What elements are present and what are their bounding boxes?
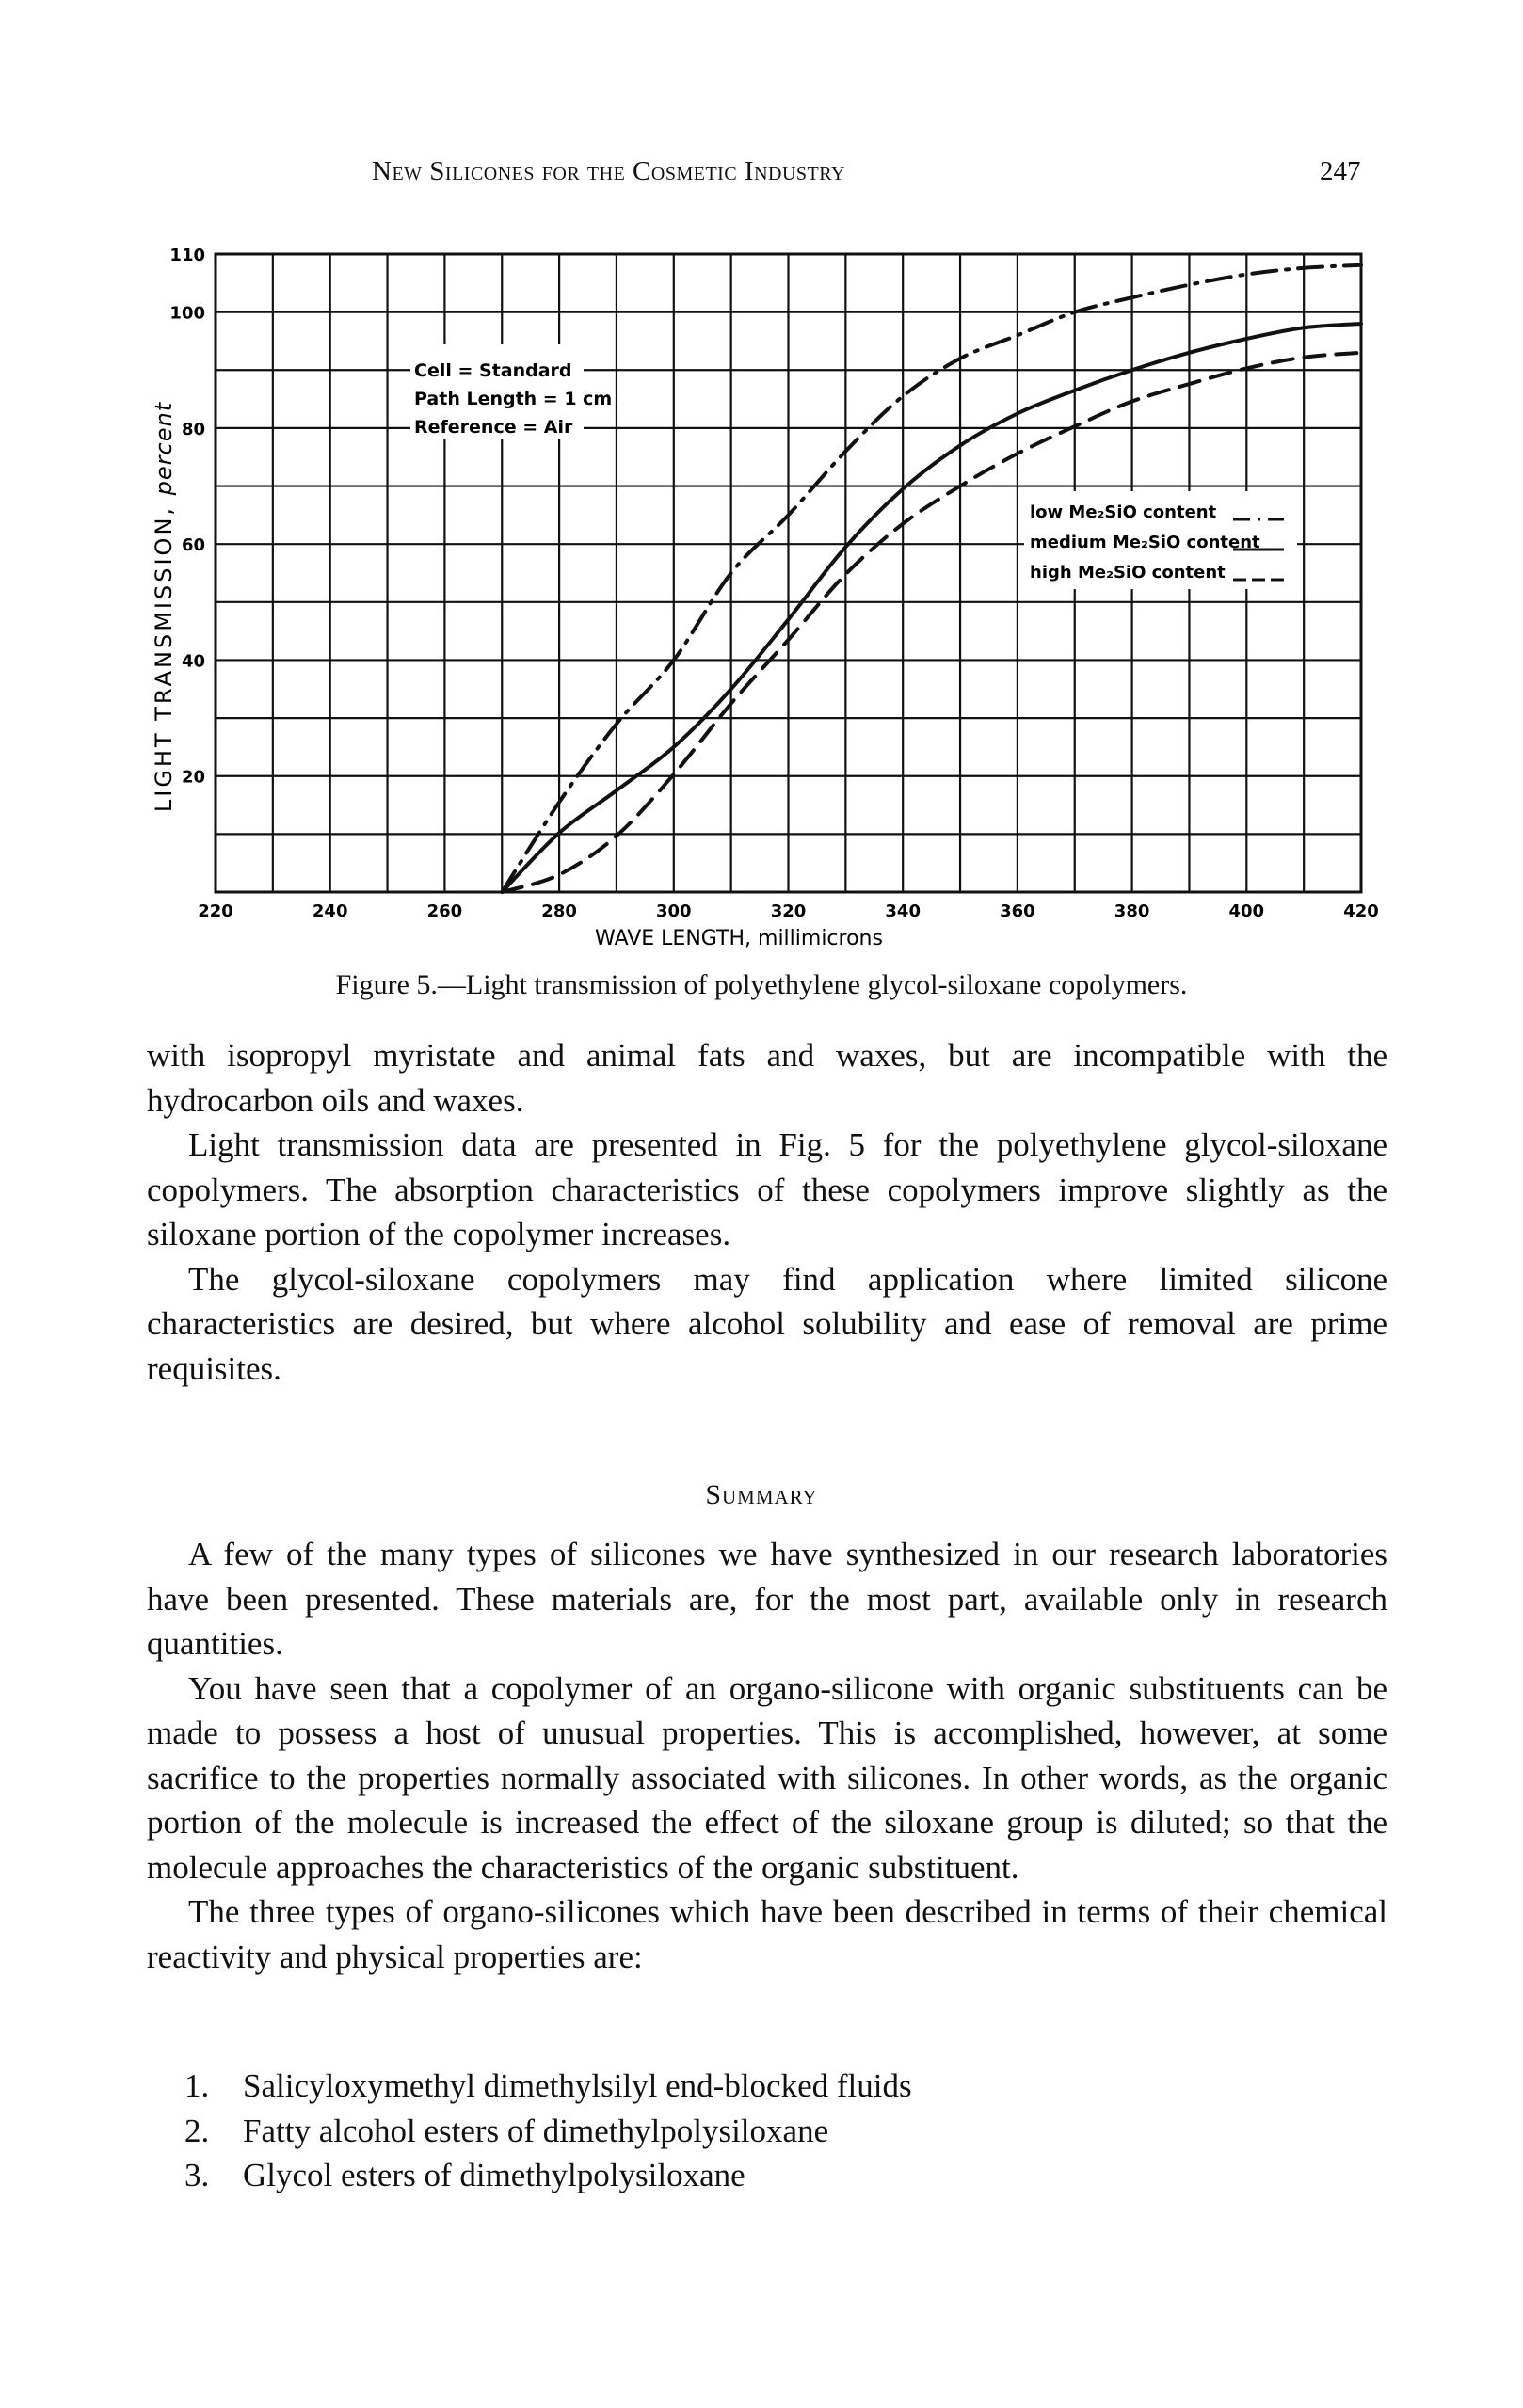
numbered-list [184,2064,912,2198]
y-tick-label: 100 [169,303,205,324]
page-number: 247 [1320,156,1361,186]
y-axis-label [151,401,177,812]
paragraph: A few of the many types of silicones we have synthesized in our research laboratories have been presented. These materials are, for the most part, available only in research quantities. [147,1536,1387,1662]
x-tick-label: 380 [1114,901,1150,921]
x-tick-label: 360 [1000,901,1035,921]
y-axis-label-unit: percent [151,401,177,496]
list-item [184,2064,912,2109]
transmission-chart [0,0,1523,960]
x-tick-label: 280 [541,901,577,921]
x-tick-label: 260 [426,901,463,921]
section-heading-summary: Summary [705,1479,818,1510]
y-axis-label-main: LIGHT TRANSMISSION, [151,495,177,813]
legend-label-low: low Me₂SiO content [1030,502,1217,522]
list-text: Glycol esters of dimethylpolysiloxane [243,2157,745,2193]
x-tick-label: 320 [770,901,807,921]
legend-label-high: high Me₂SiO content [1030,563,1226,582]
body-text-summary [147,1532,1387,1979]
list-text: Salicyloxymethyl dimethylsilyl end-blocked fluids [243,2067,912,2104]
list-number: 3. [184,2157,210,2193]
paragraph: The glycol-siloxane copolymers may find application where limited silicone characteristics are desired, but where alcohol solubility and ease of removal are prime requisites. [147,1260,1387,1387]
x-tick-label: 220 [198,901,233,921]
paragraph: You have seen that a copolymer of an organo-silicone with organic substituents can be made to possess a host of unusual properties. This is accomplished, however, at some sacrifice to the properties normally associated with silicones. In other words, as the organic portion of the molecule is increased the effect of the siloxane group is diluted; so that the molecule approaches the characteristics of the organic substituent. [147,1669,1387,1886]
paragraph: The three types of organo-silicones which have been described in terms of their chemical reactivity and physical properties are: [147,1893,1387,1975]
annotation-line-path-length: Path Length = 1 cm [414,389,613,409]
x-tick-label: 420 [1343,901,1379,921]
x-tick-label: 300 [656,901,692,921]
y-tick-label: 20 [181,767,205,788]
chart-legend [1024,491,1297,589]
x-tick-label: 340 [885,901,921,921]
paragraph: Light transmission data are presented in Fig. 5 for the polyethylene glycol-siloxane copolymers. The absorption characteristics of these copolymers improve slightly as the siloxane portion of the copolymer increases. [147,1126,1387,1252]
y-tick-label: 80 [181,419,205,439]
list-item [184,2153,912,2198]
list-text: Fatty alcohol esters of dimethylpolysiloxane [243,2112,829,2149]
series-line-high [502,353,1361,892]
list-item [184,2109,912,2154]
running-head: New Silicones for the Cosmetic Industry [372,156,845,186]
annotation-line-reference: Reference = Air [414,417,573,438]
x-axis-label: WAVE LENGTH, millimicrons [595,927,883,950]
paragraph: with isopropyl myristate and animal fats and waxes, but are incompatible with the hydrocarbon oils and waxes. [147,1037,1387,1119]
y-tick-label: 60 [181,535,205,556]
list-number: 2. [184,2112,210,2149]
list-number: 1. [184,2067,210,2104]
series-line-medium [502,324,1361,892]
annotation-line-cell: Cell = Standard [414,360,572,381]
body-text-before-summary [147,1033,1387,1391]
legend-label-medium: medium Me₂SiO content [1030,533,1260,552]
y-tick-label: 40 [181,651,205,672]
x-tick-label: 240 [312,901,348,921]
chart-annotation-box [410,344,612,439]
y-tick-label: 110 [169,246,205,265]
figure-caption: Figure 5.—Light transmission of polyethylene glycol-siloxane copolymers. [335,969,1188,1000]
x-tick-label: 400 [1228,901,1265,921]
